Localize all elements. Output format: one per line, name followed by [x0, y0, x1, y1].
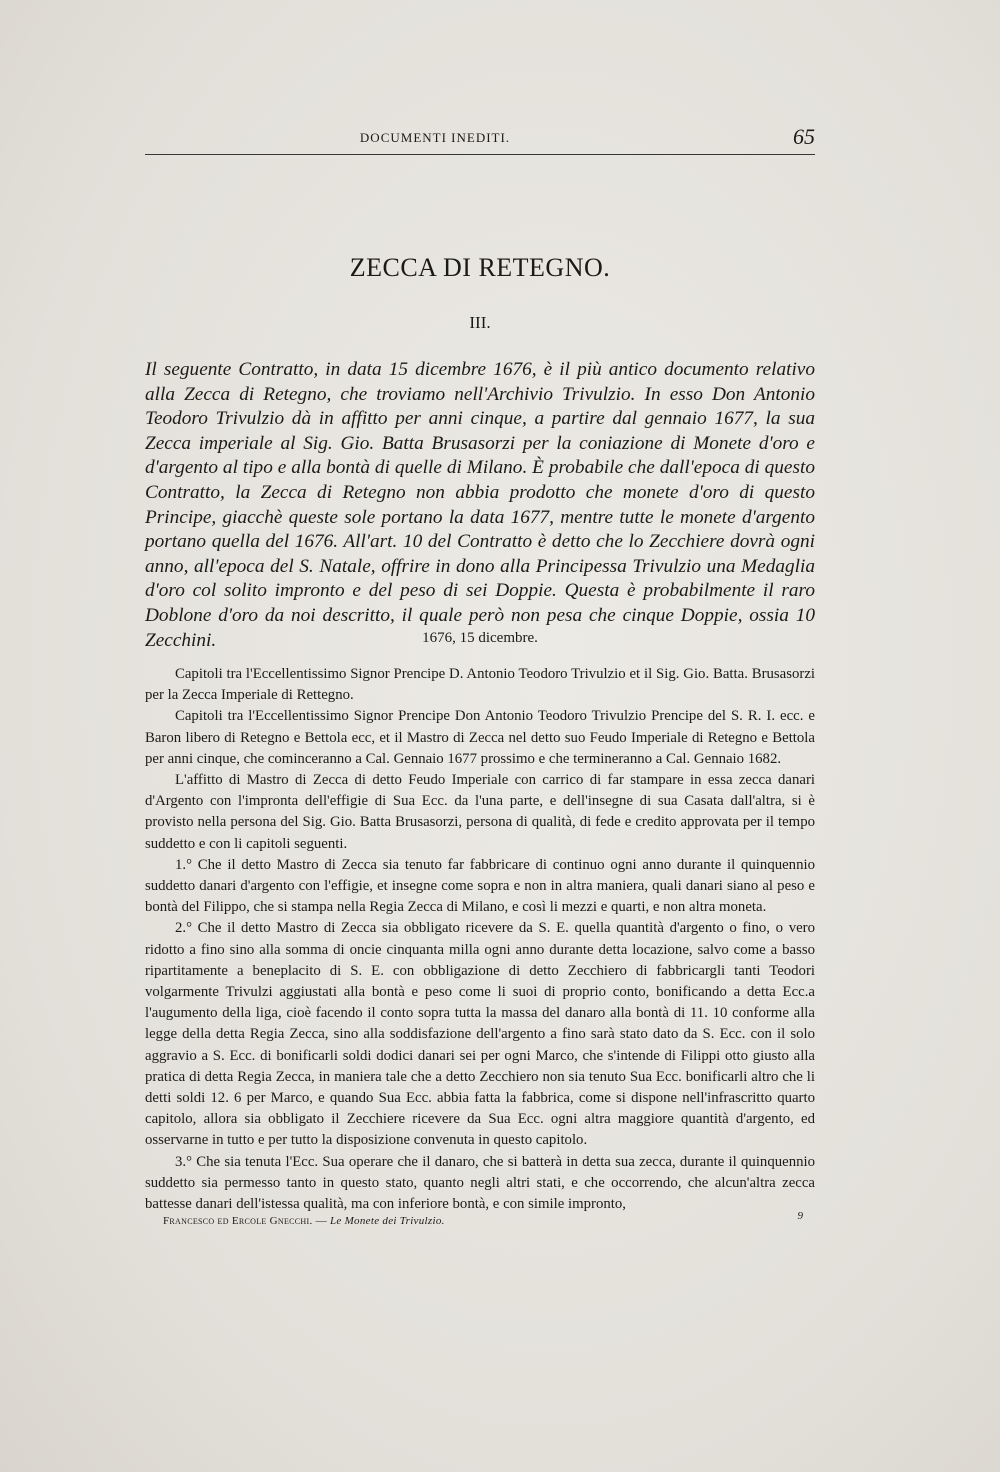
document-date: 1676, 15 dicembre.: [422, 630, 538, 646]
section-number: III.: [469, 313, 491, 332]
header-rule: [145, 154, 815, 155]
document-paragraph: 2.° Che il detto Mastro di Zecca sia obbligato ricevere da S. E. quella quantità d'argento o fino, o vero ridotto a fino sino alla somma di oncie cinquanta milla ogni anno durante detta locazione, salvo come a basso ripartitamente a beneplacito di S. E. con obbligazione di detto Zecchiero di fabbricargli tanti Teodori volgarmente Trivulzi aggiustati alla bontà e peso come li suoi di proprio conto, bonificando a detta Ecc.a l'augumento della liga, cioè facendo il conto sopra tutta la massa del danaro alla bontà di 11. 10 conforme alla legge della detta Regia Zecca, sino alla soddisfazione dell'argento a fino sarà stato dato da S. Ecc. con il solo aggravio a S. Ecc. di bonificarli soldi dodici danari sei per ogni Marco, che s'intende di Filippi otto giusto alla pratica di detta Regia Zecca, in maniera tale che a detto Zecchiero non sia tenuto Sua Ecc. bonificarli altro che li detti soldi 12. 6 per Marco, e quando Sua Ecc. abbia fatta la fabbrica, come si dispone nell'infrascritto quarto capitolo, allora sia obbligato il Zecchiere ricevere da Sua Ecc. ogni altra maggiore quantità d'argento, ed osservarne in tutto e per tutto la disposizione convenuta in questo capitolo.: [145, 920, 815, 1149]
footer-authors: Francesco ed Ercole Gnecchi. —: [163, 1215, 327, 1227]
page-footer: [163, 1210, 803, 1235]
document-paragraph: 3.° Che sia tenuta l'Ecc. Sua operare che il danaro, che si batterà in detta sua zecca, durante il quinquennio suddetto sia permesso tanto in questo stato, quanto negli altri stati, e che occorrendo, che alcun'altra zecca battesse danari dell'istessa qualità, ma con inferiore bontà, e con simile impronto,: [145, 1153, 815, 1213]
document-body: [145, 664, 815, 1215]
footer-book-title: Le Monete dei Trivulzio.: [329, 1215, 445, 1227]
footer-credit: [163, 1215, 445, 1227]
document-paragraph: 1.° Che il detto Mastro di Zecca sia tenuto far fabbricare di continuo ogni anno durante il quinquennio suddetto danari d'argento con l'effigie, et insegne come sopra e non in altra maniera, quali danari siano al peso e bontà del Filippo, che si stampa nella Regia Zecca di Milano, e così li mezzi e quarti, e non altra moneta.: [145, 856, 815, 916]
running-head: [145, 122, 815, 162]
running-head-title: DOCUMENTI INEDITI.: [359, 130, 511, 145]
intro-paragraph: Il seguente Contratto, in data 15 dicembre 1676, è il più antico documento relativo alla Zecca di Retegno, che troviamo nell'Archivio Trivulzio. In esso Don Antonio Teodoro Trivulzio dà in affitto per anni cinque, a partire dal gennaio 1677, la sua Zecca imperiale al Sig. Gio. Batta Brusasorzi per la coniazione di Monete d'oro e d'argento al tipo e alla bontà di quelle di Milano. È probabile che dall'epoca di questo Contratto, la Zecca di Retegno non abbia prodotto che monete d'oro di questo Principe, giacchè queste sole portano la data 1677, mentre tutte le monete d'argento portano quella del 1676. All'art. 10 del Contratto è detto che lo Zecchiere dovrà ogni anno, all'epoca del S. Natale, offrire in dono alla Principessa Trivulzio una Medaglia d'oro col solito impronto e del peso di sei Doppie. Questa è probabilmente il raro Doblone d'oro da noi descritto, il quale però non pesa che cinque Doppie, ossia 10 Zecchini.: [145, 359, 815, 651]
document-paragraph: Capitoli tra l'Eccellentissimo Signor Prencipe D. Antonio Teodoro Trivulzio et il Sig. Gio. Batta. Brusasorzi per la Zecca Imperiale di Rettegno.: [145, 666, 815, 704]
page-number: 65: [793, 124, 815, 149]
document-paragraph: L'affitto di Mastro di Zecca di detto Feudo Imperiale con carrico di far stampare in essa zecca danari d'Argento con l'impronta dell'effigie di Sua Ecc. da l'una parte, e dell'insegne di sua Casata dall'altra, si è provisto nella persona del Sig. Gio. Batta Brusasorzi, persona di qualità, di fede e credito approvata per il tempo suddetto e con li capitoli seguenti.: [145, 772, 815, 852]
signature-mark: 9: [797, 1210, 803, 1222]
document-paragraph: Capitoli tra l'Eccellentissimo Signor Prencipe Don Antonio Teodoro Trivulzio Prencipe del S. R. I. ecc. e Baron libero di Retegno e Bettola ecc, et il Mastro di Zecca nel detto suo Feudo Imperiale di Retegno e Bettola per anni cinque, che cominceranno a Cal. Gennaio 1677 prossimo e che termineranno a Cal. Gennaio 1682.: [145, 708, 815, 767]
chapter-title: ZECCA DI RETEGNO.: [349, 253, 611, 282]
